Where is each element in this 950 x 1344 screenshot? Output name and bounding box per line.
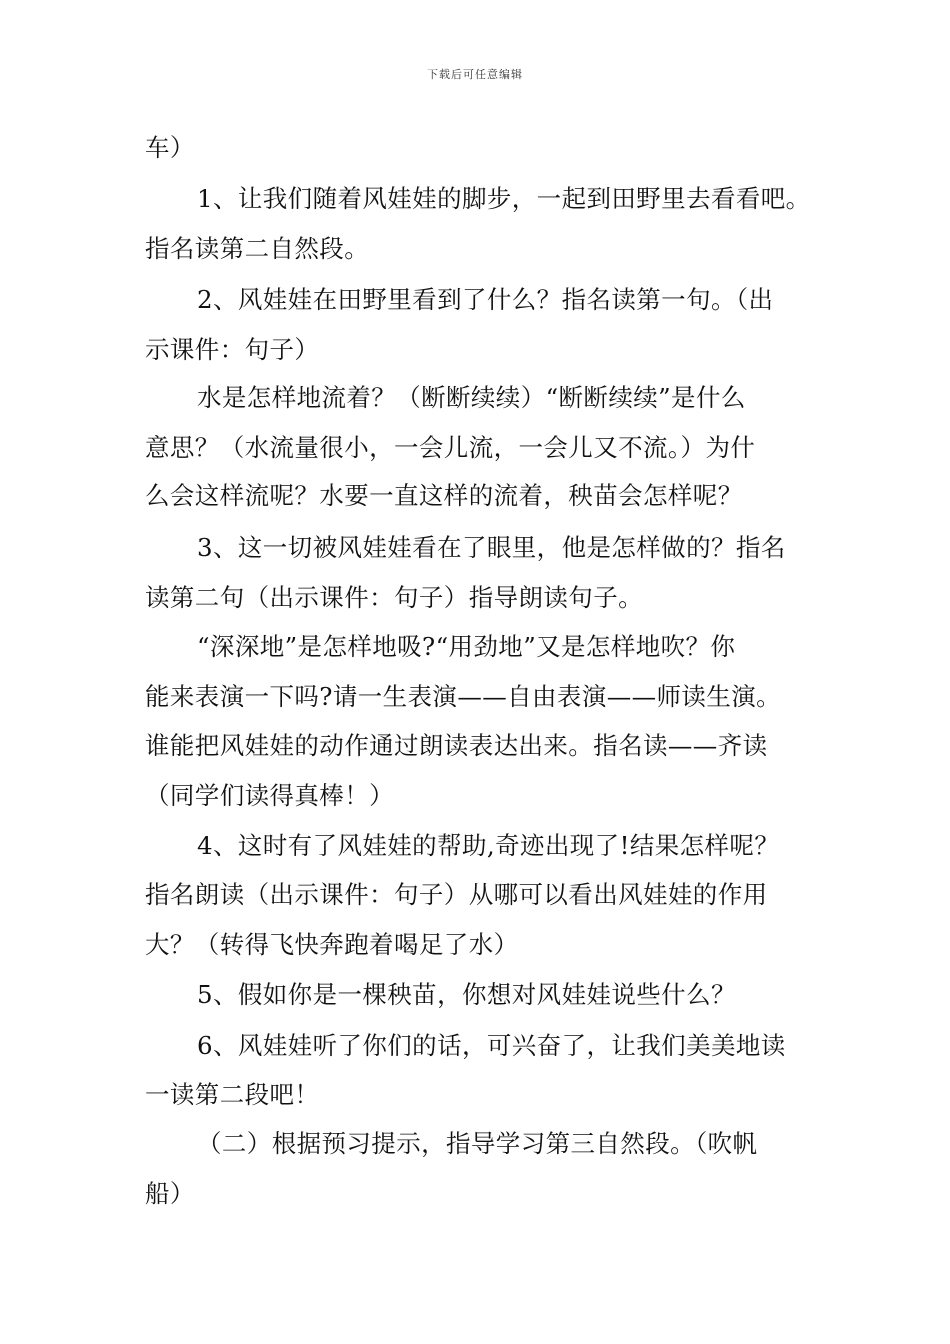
text-line: 2、风娃娃在田野里看到了什么？指名读第一句。（出 — [197, 285, 774, 314]
text-line: 6、风娃娃听了你们的话，可兴奋了，让我们美美地读 — [197, 1031, 786, 1060]
text-line: 4、这时有了风娃娃的帮助,奇迹出现了!结果怎样呢？ — [197, 831, 780, 860]
text-line: （二）根据预习提示，指导学习第三自然段。（吹帆 — [197, 1129, 758, 1158]
text-line: “深深地”是怎样地吸?“用劲地”又是怎样地吹？你 — [197, 632, 736, 661]
text-line: 读第二句（出示课件：句子）指导朗读句子。 — [145, 583, 643, 612]
text-line: 水是怎样地流着？（断断续续）“断断续续”是什么 — [197, 383, 746, 412]
text-line: 意思？（水流量很小，一会儿流，一会儿又不流。）为什 — [145, 433, 756, 462]
text-line: 大？（转得飞快奔跑着喝足了水） — [145, 930, 519, 959]
text-line: 示课件：句子） — [145, 335, 320, 364]
text-line: 车） — [145, 133, 195, 162]
text-line: 5、假如你是一棵秧苗，你想对风娃娃说些什么？ — [197, 980, 736, 1009]
text-line: 1、让我们随着风娃娃的脚步，一起到田野里去看看吧。 — [197, 184, 811, 213]
text-line: 么会这样流呢？水要一直这样的流着，秧苗会怎样呢？ — [145, 481, 743, 510]
text-line: 船） — [145, 1179, 195, 1208]
text-line: （同学们读得真棒！） — [145, 781, 394, 810]
header-note: 下载后可任意编辑 — [427, 68, 523, 81]
text-line: 能来表演一下吗?请一生表演——自由表演——师读生演。 — [145, 682, 782, 711]
text-line: 一读第二段吧！ — [145, 1080, 320, 1109]
text-line: 3、这一切被风娃娃看在了眼里，他是怎样做的？指名 — [197, 533, 786, 562]
text-line: 谁能把风娃娃的动作通过朗读表达出来。指名读——齐读 — [145, 731, 768, 760]
text-line: 指名朗读（出示课件：句子）从哪可以看出风娃娃的作用 — [145, 880, 768, 909]
text-line: 指名读第二自然段。 — [145, 234, 370, 263]
